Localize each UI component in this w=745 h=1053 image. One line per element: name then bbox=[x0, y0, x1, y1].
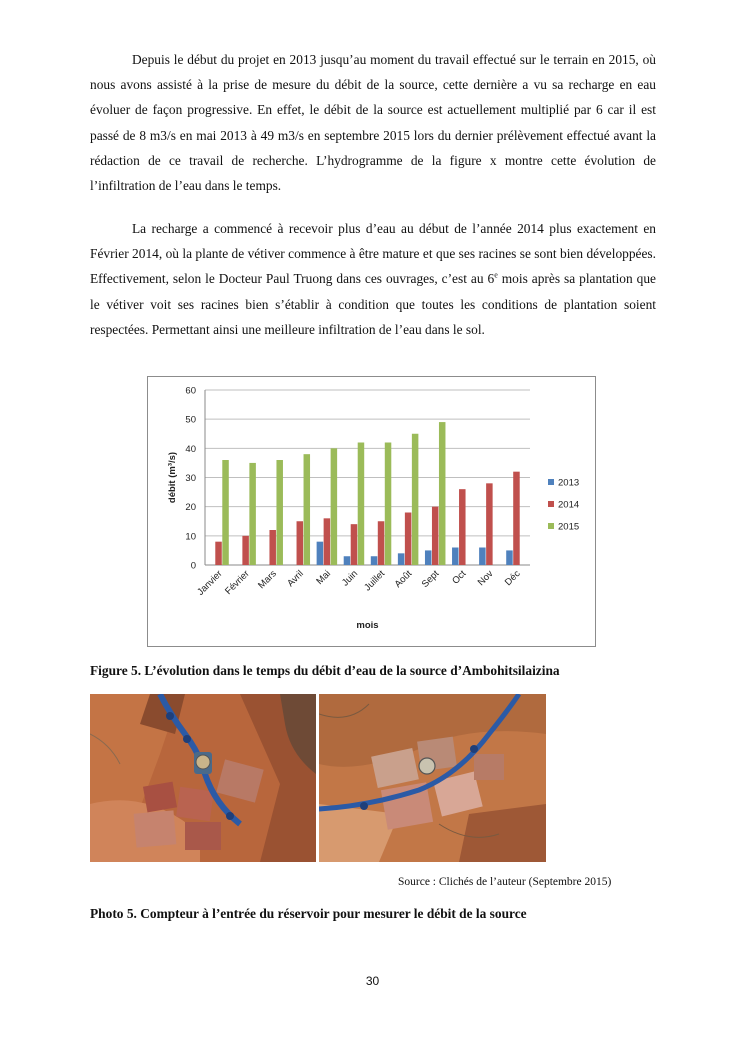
y-tick-label: 10 bbox=[185, 531, 196, 543]
bar-chart bbox=[148, 377, 597, 648]
x-tick-label: Février bbox=[223, 568, 252, 598]
photo-caption: Photo 5. Compteur à l’entrée du réservoir pour mesurer le débit de la source bbox=[90, 906, 527, 921]
bar-2014-Août bbox=[405, 513, 412, 566]
bar-2014-Déc bbox=[513, 472, 520, 565]
chart-frame bbox=[147, 376, 596, 647]
x-tick-label: Mars bbox=[256, 568, 279, 592]
legend-swatch-2014 bbox=[548, 501, 554, 507]
y-tick-label: 0 bbox=[190, 560, 196, 572]
photo-water-meter-right bbox=[319, 694, 546, 862]
x-tick-label: Janvier bbox=[195, 568, 225, 598]
photo-source: Source : Clichés de l’auteur (Septembre 2015) bbox=[398, 876, 612, 888]
bar-2015-Mai bbox=[331, 448, 338, 565]
bar-2014-Mars bbox=[269, 530, 276, 565]
bar-2015-Janvier bbox=[222, 460, 229, 565]
superscript-e: e bbox=[494, 270, 498, 280]
x-tick-label: Déc bbox=[502, 568, 523, 589]
bar-2013-Août bbox=[398, 553, 405, 565]
bar-2013-Mai bbox=[317, 542, 324, 565]
paragraph-2-part-2: mois après sa plantation que le vétiver voit ses racines bien s’établir à condition que toutes les conditions de plantation soient respectées. Permettant ainsi une meilleure infiltration de l’eau dans le sol. bbox=[90, 271, 657, 337]
paragraph-2 bbox=[90, 216, 656, 342]
bar-2014-Juillet bbox=[378, 521, 385, 565]
y-tick-label: 20 bbox=[185, 502, 196, 514]
bar-2014-Février bbox=[242, 536, 249, 565]
x-tick-label: Oct bbox=[450, 568, 469, 587]
bar-2013-Nov bbox=[479, 548, 486, 566]
x-tick-label: Avril bbox=[285, 568, 306, 590]
photo-water-meter-left bbox=[90, 694, 316, 862]
y-tick-label: 50 bbox=[185, 414, 196, 426]
y-axis-title: débit (m³/s) bbox=[167, 451, 178, 504]
legend-swatch-2013 bbox=[548, 479, 554, 485]
bar-2014-Oct bbox=[459, 489, 466, 565]
x-axis-title: mois bbox=[356, 620, 379, 631]
bar-2013-Oct bbox=[452, 548, 459, 566]
legend-label-2013: 2013 bbox=[558, 477, 580, 489]
bar-2014-Juin bbox=[351, 524, 358, 565]
x-tick-label: Août bbox=[392, 568, 415, 590]
bar-2015-Août bbox=[412, 434, 419, 565]
legend-label-2014: 2014 bbox=[558, 499, 580, 511]
x-tick-label: Nov bbox=[475, 568, 496, 589]
bar-2015-Mars bbox=[276, 460, 283, 565]
bar-2013-Déc bbox=[506, 550, 513, 565]
paragraph-2-part-1: La recharge a commencé à recevoir plus d’eau au début de l’année 2014 plus exactement en Février 2014, où la plante de vétiver commence à être mature et que ses racines se sont bien développées. Effectivement, selon le Docteur Paul Truong dans ces ouvrages, c’est au 6 bbox=[90, 221, 656, 287]
bar-2014-Avril bbox=[297, 521, 304, 565]
bar-2013-Sept bbox=[425, 550, 432, 565]
x-tick-label: Juillet bbox=[362, 568, 388, 594]
bar-2013-Juin bbox=[344, 556, 351, 565]
bar-2014-Nov bbox=[486, 483, 493, 565]
figure-caption: Figure 5. L’évolution dans le temps du débit d’eau de la source d’Ambohitsilaizina bbox=[90, 663, 560, 678]
bar-2014-Mai bbox=[324, 518, 331, 565]
bar-2015-Juin bbox=[358, 443, 365, 566]
x-tick-label: Mai bbox=[314, 568, 333, 587]
y-tick-label: 30 bbox=[185, 473, 196, 484]
y-tick-label: 60 bbox=[185, 385, 196, 397]
bar-2014-Sept bbox=[432, 507, 439, 565]
x-tick-label: Sept bbox=[419, 568, 442, 590]
bar-2015-Avril bbox=[304, 454, 311, 565]
page-number: 30 bbox=[365, 974, 380, 988]
bar-2015-Juillet bbox=[385, 443, 392, 566]
paragraph-1: Depuis le début du projet en 2013 jusqu’au moment du travail effectué sur le terrain en 2015, où nous avons assisté à la prise de mesure du débit de la source, cette dernière a vu sa recharge en eau évoluer de façon progressive. En effet, le débit de la source est actuellement multiplié par 6 car il est passé de 8 m3/s en mai 2013 à 49 m3/s en septembre 2015 lors du dernier prélèvement effectué avant la rédaction de ce travail de recherche. L’hydrogramme de la figure x montre cette évolution de l’infiltration de l’eau dans le temps. bbox=[90, 52, 656, 194]
x-tick-label: Juin bbox=[339, 568, 361, 589]
y-tick-label: 40 bbox=[185, 443, 196, 455]
bar-2014-Janvier bbox=[215, 542, 222, 565]
bar-2015-Sept bbox=[439, 422, 446, 565]
legend-swatch-2015 bbox=[548, 523, 554, 529]
bar-2013-Juillet bbox=[371, 556, 378, 565]
legend-label-2015: 2015 bbox=[558, 521, 580, 533]
bar-2015-Février bbox=[249, 463, 256, 565]
